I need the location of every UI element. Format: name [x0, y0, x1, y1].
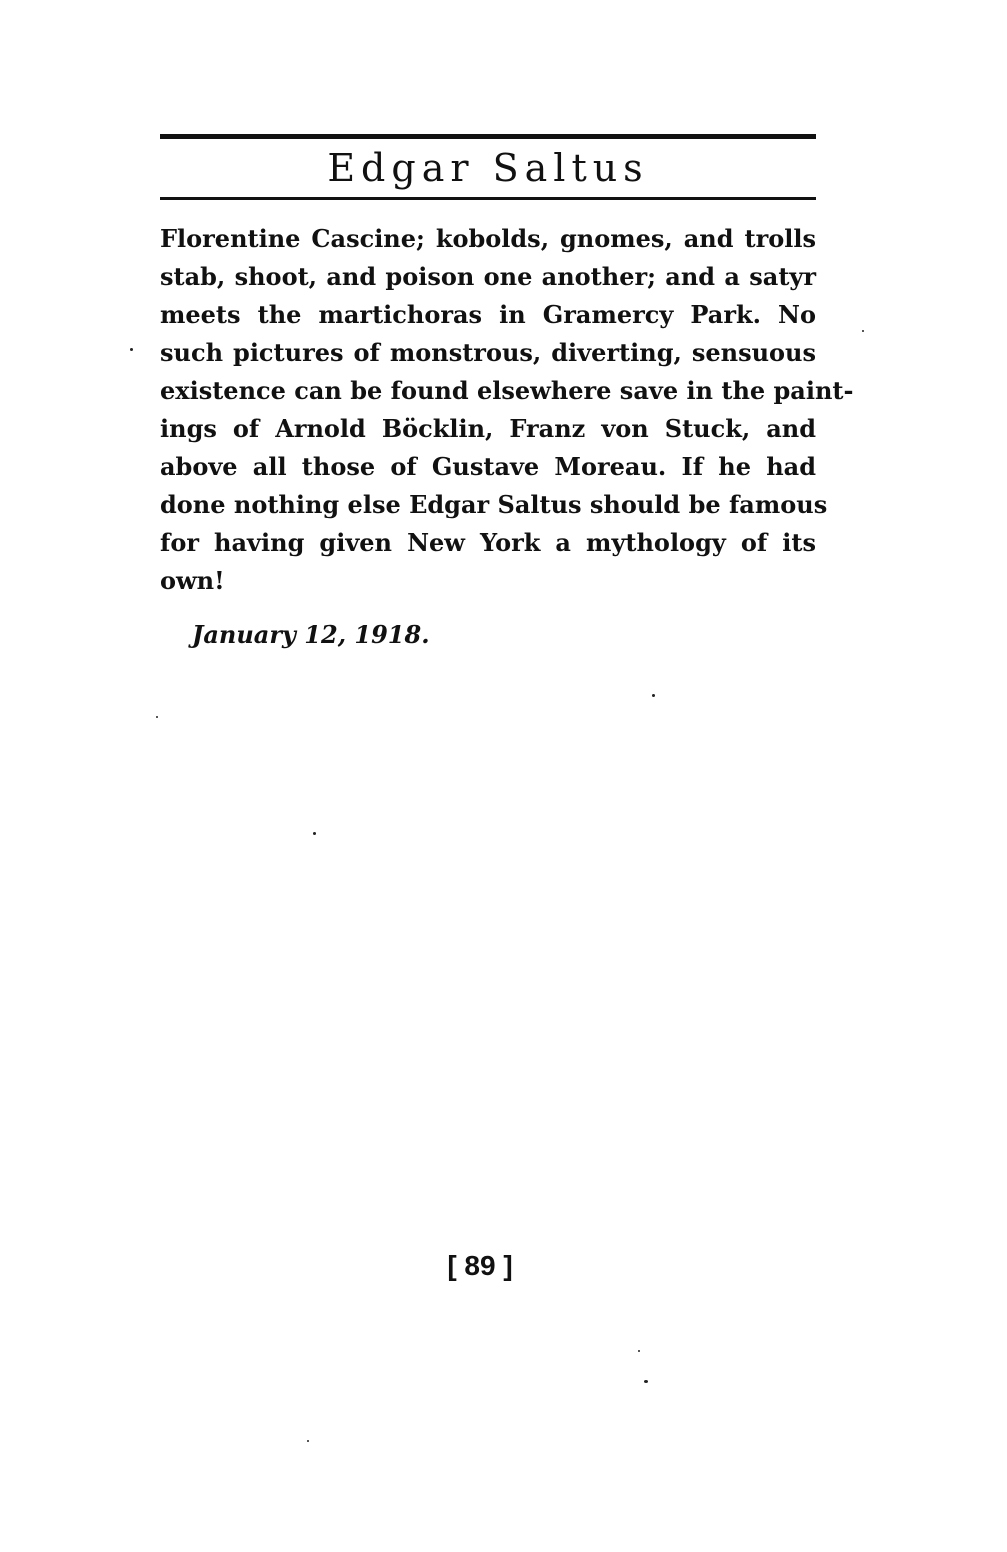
body-line: existence can be found elsewhere save in the paint- — [160, 376, 854, 405]
scan-speck — [313, 832, 316, 835]
body-line: for having given New York a mythology of its — [160, 528, 816, 557]
scan-speck — [862, 330, 864, 332]
running-head-title: Edgar Saltus — [327, 146, 649, 190]
scan-speck — [156, 716, 158, 718]
scan-speck — [644, 1380, 648, 1383]
scan-speck — [307, 1440, 309, 1442]
scan-speck — [638, 1350, 640, 1352]
body-line: such pictures of monstrous, diverting, sensuous — [160, 338, 816, 367]
scan-speck — [652, 694, 655, 697]
body-line: meets the martichoras in Gramercy Park. No — [160, 300, 816, 329]
page-number: [ 89 ] — [447, 1250, 513, 1281]
body-line: stab, shoot, and poison one another; and a satyr — [160, 262, 816, 291]
running-head-bottom-rule — [160, 197, 816, 200]
body-line: done nothing else Edgar Saltus should be famous — [160, 490, 828, 519]
scan-speck — [130, 348, 133, 351]
body-line: ings of Arnold Böcklin, Franz von Stuck, and — [160, 414, 816, 443]
dateline: January 12, 1918. — [192, 620, 430, 649]
body-paragraph — [160, 220, 854, 600]
body-line-last: own! — [160, 566, 225, 595]
body-line: above all those of Gustave Moreau. If he had — [160, 452, 816, 481]
body-line: Florentine Cascine; kobolds, gnomes, and trolls — [160, 224, 816, 253]
running-head — [160, 134, 816, 200]
